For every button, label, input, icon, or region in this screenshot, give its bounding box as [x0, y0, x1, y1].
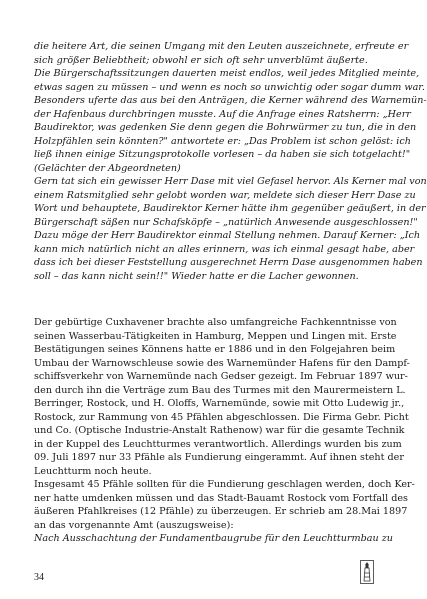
text-line: kann mich natürlich nicht an alles erinnern, was ich einmal gesagt habe, aber — [34, 243, 415, 255]
text-line: Leuchtturm noch heute. — [34, 465, 152, 477]
text-line: seinen Wasserbau-Tätigkeiten in Hamburg, Meppen und Lingen mit. Erste — [34, 330, 397, 342]
text-line: an das vorgenannte Amt (auszugsweise): — [34, 519, 234, 531]
anecdote-quote-block — [34, 40, 427, 283]
closing-italic-line: Nach Ausschachtung der Fundamentbaugrube für den Leuchtturmbau zu — [34, 533, 393, 544]
text-line: ließ ihnen einige Sitzungsprotokolle vorlesen – da haben sie sich totgelacht!" — [34, 149, 411, 160]
text-line: Holzpfählen sein könnten?" antwortete er: „Das Problem ist schon gelöst: ich — [34, 135, 411, 147]
text-line: dass ich bei dieser Feststellung ausgerechnet Herrn Dase ausgenommen haben — [34, 257, 423, 268]
text-line: Besonders uferte das aus bei den Anträgen, die Kerner während des Warnemün- — [34, 95, 427, 106]
text-line: und Co. (Optische Industrie-Anstalt Rathenow) war für die gesamte Technik — [34, 425, 405, 436]
text-line: etwas sagen zu müssen – und wenn es noch so unwichtig oder sogar dumm war. — [34, 81, 425, 93]
text-line: sich größer Beliebtheit; obwohl er sich oft sehr unverblümt äußerte. — [34, 54, 368, 66]
text-line: Berringer, Rostock, und H. Oloffs, Warnemünde, sowie mit Otto Ludewig jr., — [34, 398, 405, 409]
text-line: Baudirektor, was gedenken Sie denn gegen die Bohrwürmer zu tun, die in den — [34, 122, 417, 133]
text-line: Die Bürgerschaftssitzungen dauerten meist endlos, weil jedes Mitglied meinte, — [34, 68, 420, 79]
body-paragraph-block — [34, 316, 415, 546]
text-line: Bestätigungen seines Könnens hatte er 1886 und in den Folgejahren beim — [34, 344, 396, 355]
text-line: 09. Juli 1897 nur 33 Pfähle als Fundierung eingerammt. Auf ihnen steht der — [34, 452, 404, 463]
text-line: Der gebürtige Cuxhavener brachte also umfangreiche Fachkenntnisse von — [34, 317, 397, 328]
text-line: Gern tat sich ein gewisser Herr Dase mit viel Gefasel hervor. Als Kerner mal von — [34, 176, 427, 187]
lighthouse-logo-icon — [360, 560, 374, 584]
text-line: Wort und behauptete, Baudirektor Kerner hätte ihm gegenüber geäußert, in der — [34, 203, 426, 214]
page-number: 34 — [34, 572, 44, 583]
text-line: äußeren Pfahlkreises (12 Pfähle) zu überzeugen. Er schrieb am 28.Mai 1897 — [34, 506, 408, 517]
text-line: ner hatte umdenken müssen und das Stadt-Bauamt Rostock vom Fortfall des — [34, 492, 408, 504]
text-line: in der Kuppel des Leuchtturmes verantwortlich. Allerdings wurden bis zum — [34, 438, 402, 450]
text-line: Insgesamt 45 Pfähle sollten für die Fundierung geschlagen werden, doch Ker- — [34, 479, 415, 490]
text-line: den durch ihn die Verträge zum Bau des Turmes mit den Maurermeistern L. — [34, 384, 406, 396]
text-line: einem Ratsmitglied sehr gelobt worden war, meldete sich dieser Herr Dase zu — [34, 189, 416, 201]
text-line: Bürgerschaft säßen nur Schafsköpfe – „natürlich Anwesende ausgeschlossen!" — [34, 216, 418, 228]
text-line: der Hafenbaus durchbringen musste. Auf die Anfrage eines Ratsherrn: „Herr — [34, 108, 411, 120]
text-line: Umbau der Warnowschleuse sowie des Warnemünder Hafens für den Dampf- — [34, 357, 410, 369]
text-line: Rostock, zur Rammung von 45 Pfählen abgeschlossen. Die Firma Gebr. Picht — [34, 411, 409, 423]
text-line: schiffsverkehr von Warnemünde nach Gedser gezeigt. Im Februar 1897 wur- — [34, 371, 408, 382]
text-line: Dazu möge der Herr Baudirektor einmal Stellung nehmen. Darauf Kerner: „Ich — [34, 230, 421, 241]
text-line: soll – das kann nicht sein!!" Wieder hatte er die Lacher gewonnen. — [34, 270, 359, 282]
text-line: (Gelächter der Abgeordneten) — [34, 162, 181, 174]
text-line: die heitere Art, die seinen Umgang mit den Leuten auszeichnete, erfreute er — [34, 41, 409, 52]
